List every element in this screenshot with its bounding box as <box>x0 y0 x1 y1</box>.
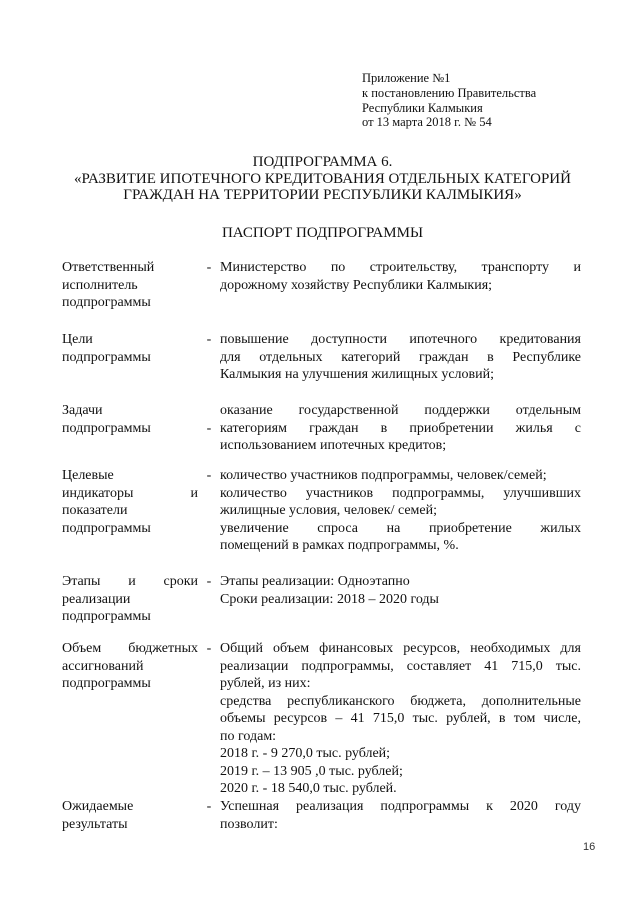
value-line: использованием ипотечных кредитов; <box>220 438 447 453</box>
label-line: Целевые <box>62 468 114 483</box>
title-line: «РАЗВИТИЕ ИПОТЕЧНОГО КРЕДИТОВАНИЯ ОТДЕЛЬНЫХ КАТЕГОРИЙ <box>74 170 571 187</box>
label-line: подпрограммы <box>62 609 151 624</box>
row-dash: - <box>206 468 212 483</box>
value-line: Общий объем финансовых ресурсов, необходимых для <box>220 641 581 656</box>
value-line: реализации подпрограммы, составляет 41 715,0 тыс. <box>220 658 581 674</box>
value-line: количество участников подпрограммы, человек/семей; <box>220 468 547 483</box>
row-dash: - <box>206 574 212 589</box>
row-value <box>220 331 581 384</box>
subprogram-title <box>40 154 605 204</box>
label-line: результаты <box>62 816 128 832</box>
label-line: ассигнований <box>62 658 144 674</box>
label-line: подпрограммы <box>62 420 151 436</box>
label-line: реализации <box>62 591 131 607</box>
label-line: Цели <box>62 332 93 347</box>
appendix-line: от 13 марта 2018 г. № 54 <box>362 115 492 130</box>
value-line: для отдельных категорий граждан в Республике <box>220 349 581 365</box>
value-line: Калмыкия на улучшения жилищных условий; <box>220 367 495 382</box>
row-label <box>62 640 198 693</box>
row-dash: - <box>206 641 212 656</box>
row-label <box>62 573 198 626</box>
row-value <box>220 259 581 294</box>
value-line: дорожному хозяйству Республики Калмыкия; <box>220 277 493 293</box>
label-line: индикаторы и <box>62 485 198 501</box>
row-label <box>62 798 198 833</box>
row-value <box>220 798 581 833</box>
value-line: повышение доступности ипотечного кредитования <box>220 332 581 347</box>
label-line: исполнитель <box>62 277 138 293</box>
label-line: подпрограммы <box>62 295 151 310</box>
row-label <box>62 402 198 437</box>
label-line: Задачи <box>62 403 103 418</box>
value-line: помещений в рамках подпрограммы, %. <box>220 538 459 553</box>
label-line: Ожидаемые <box>62 799 134 814</box>
value-line: Сроки реализации: 2018 – 2020 годы <box>220 591 439 607</box>
value-line: позволит: <box>220 816 278 832</box>
label-line: показатели <box>62 503 128 518</box>
label-line: подпрограммы <box>62 520 151 536</box>
appendix-line: Приложение №1 <box>362 71 451 85</box>
row-dash: - <box>206 799 212 814</box>
appendix-line: к постановлению Правительства <box>362 85 537 100</box>
appendix-header <box>362 71 612 130</box>
value-line: категориям граждан в приобретении жилья с <box>220 420 581 436</box>
value-line: Этапы реализации: Одноэтапно <box>220 574 410 589</box>
label-line: Этапы и сроки <box>62 574 198 589</box>
value-line: оказание государственной поддержки отдельным <box>220 403 581 418</box>
title-line: ПОДПРОГРАММА 6. <box>252 154 393 170</box>
appendix-line: Республики Калмыкия <box>362 100 483 115</box>
row-dash: - <box>206 260 212 275</box>
label-line: Ответственный <box>62 260 155 275</box>
row-value <box>220 573 581 608</box>
row-value <box>220 640 581 798</box>
value-line: 2019 г. – 13 905 ,0 тыс. рублей; <box>220 763 403 779</box>
row-value <box>220 467 581 555</box>
page-number: 16 <box>583 841 596 853</box>
label-line: подпрограммы <box>62 676 151 691</box>
passport-heading: ПАСПОРТ ПОДПРОГРАММЫ <box>221 225 424 241</box>
row-label <box>62 331 198 366</box>
value-line: жилищные условия, человек/ семей; <box>220 503 438 518</box>
value-line: объемы ресурсов – 41 715,0 тыс. рублей, в том числе, <box>220 711 581 726</box>
row-dash: - <box>206 332 212 347</box>
value-line: средства республиканского бюджета, дополнительные <box>220 693 581 709</box>
row-label <box>62 259 198 312</box>
value-line: 2018 г. - 9 270,0 тыс. рублей; <box>220 746 391 761</box>
label-line: Объем бюджетных <box>62 641 198 656</box>
row-value <box>220 402 581 455</box>
value-line: рублей, из них: <box>220 676 311 691</box>
value-line: Министерство по строительству, транспорту и <box>220 260 581 275</box>
value-line: Успешная реализация подпрограммы к 2020 году <box>220 799 581 814</box>
label-line: подпрограммы <box>62 349 151 365</box>
value-line: по годам: <box>220 728 277 744</box>
value-line: количество участников подпрограммы, улучшивших <box>220 485 581 501</box>
row-dash: - <box>206 420 212 436</box>
title-line: ГРАЖДАН НА ТЕРРИТОРИИ РЕСПУБЛИКИ КАЛМЫКИЯ» <box>123 187 522 203</box>
value-line: 2020 г. - 18 540,0 тыс. рублей. <box>220 781 397 796</box>
value-line: увеличение спроса на приобретение жилых <box>220 520 581 536</box>
row-label <box>62 467 198 537</box>
